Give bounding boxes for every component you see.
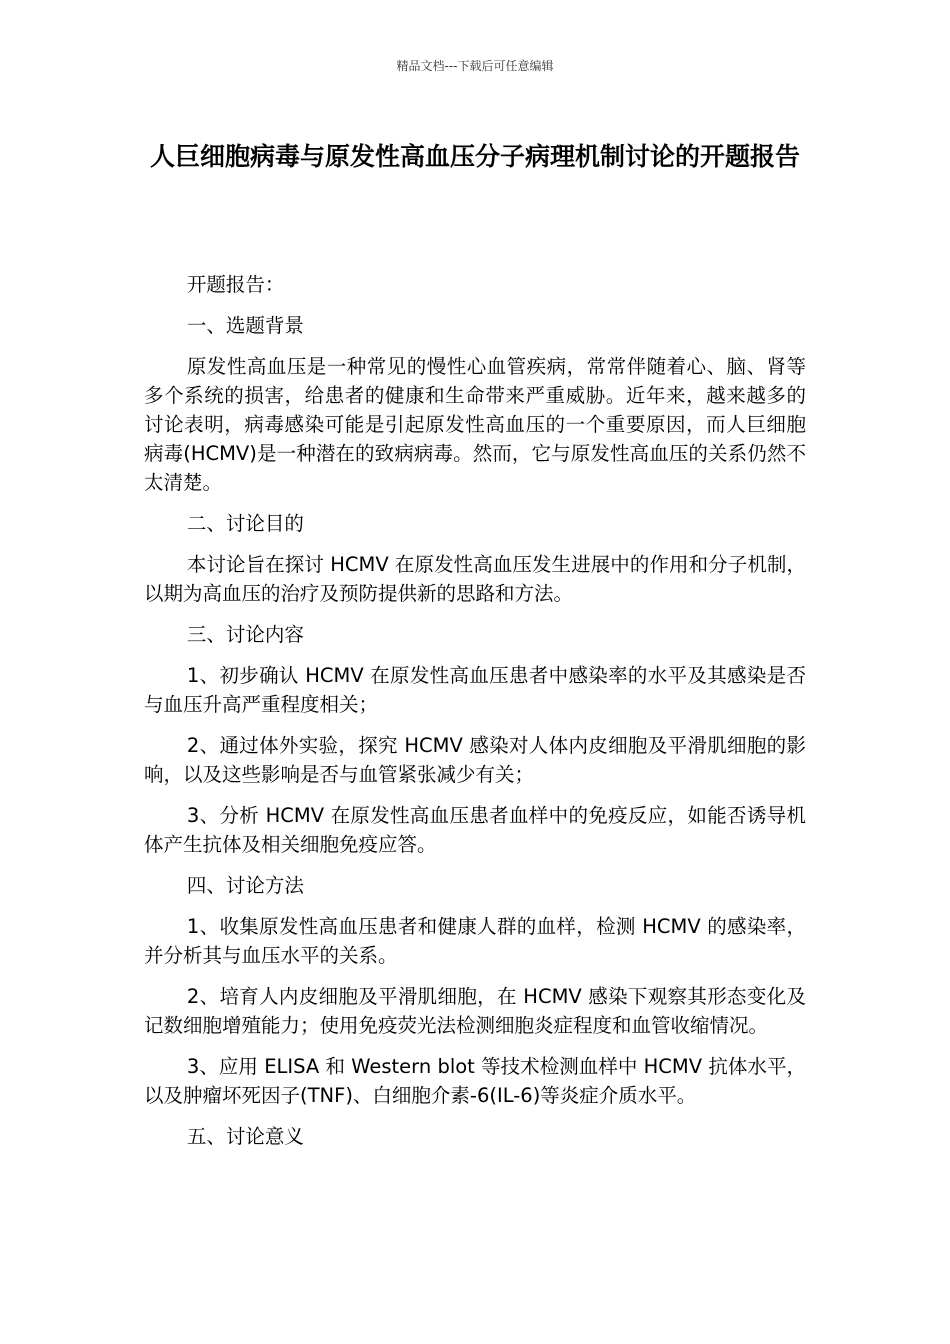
document-title: 人巨细胞病毒与原发性高血压分子病理机制讨论的开题报告 xyxy=(149,142,800,171)
section-heading-significance: 五、讨论意义 xyxy=(186,1125,304,1148)
section-heading-purpose: 二、讨论目的 xyxy=(186,512,304,535)
paragraph-background: 原发性高血压是一种常见的慢性心血管疾病，常常伴随着心、脑、肾等多个系统的损害，给患者的健康和生命带来严重威胁。近年来，越来越多的讨论表明，病毒感染可能是引起原发性高血压的一个重要原因，而人巨细胞病毒(HCMV)是一种潜在的致病病毒。然而，它与原发性高血压的关系仍然不太清楚。 xyxy=(144,355,806,494)
method-item-1: 1、收集原发性高血压患者和健康人群的血样，检测 HCMV 的感染率，并分析其与血压水平的关系。 xyxy=(144,915,806,967)
section-heading-methods: 四、讨论方法 xyxy=(186,874,304,897)
section-heading-content: 三、讨论内容 xyxy=(186,623,304,646)
paragraph-purpose: 本讨论旨在探讨 HCMV 在原发性高血压发生进展中的作用和分子机制，以期为高血压的治疗及预防提供新的思路和方法。 xyxy=(144,553,806,605)
method-item-2: 2、培育人内皮细胞及平滑肌细胞，在 HCMV 感染下观察其形态变化及记数细胞增殖能力；使用免疫荧光法检测细胞炎症程度和血管收缩情况。 xyxy=(144,985,806,1037)
content-item-3: 3、分析 HCMV 在原发性高血压患者血样中的免疫反应，如能否诱导机体产生抗体及相关细胞免疫应答。 xyxy=(144,804,806,856)
section-heading-background: 一、选题背景 xyxy=(186,314,304,337)
content-item-2: 2、通过体外实验，探究 HCMV 感染对人体内皮细胞及平滑肌细胞的影响，以及这些影响是否与血管紧张减少有关； xyxy=(144,734,806,786)
document-body xyxy=(144,270,806,1163)
content-item-1: 1、初步确认 HCMV 在原发性高血压患者中感染率的水平及其感染是否与血压升高严重程度相关； xyxy=(144,664,806,716)
header-note: 精品文档---下载后可任意编辑 xyxy=(396,59,554,73)
method-item-3: 3、应用 ELISA 和 Western blot 等技术检测血样中 HCMV 抗体水平，以及肿瘤坏死因子(TNF)、白细胞介素-6(IL-6)等炎症介质水平。 xyxy=(144,1055,806,1107)
intro-label: 开题报告： xyxy=(186,273,285,296)
